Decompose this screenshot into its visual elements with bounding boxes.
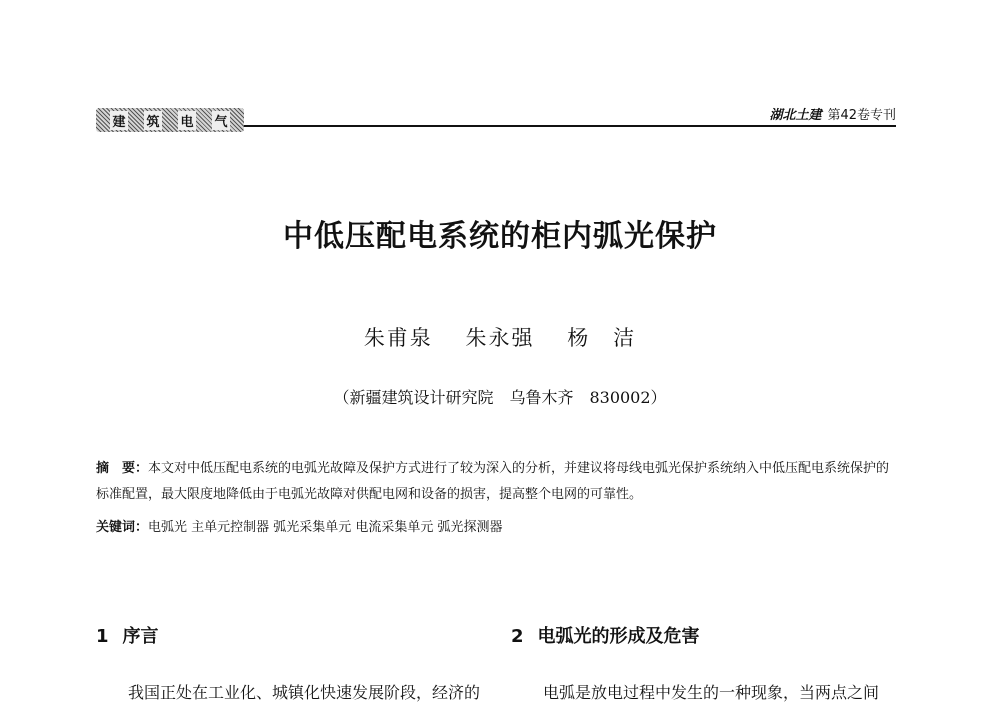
author: 朱甫泉 [363, 326, 433, 350]
section-badge [96, 108, 244, 132]
abstract-label: 摘 要： [96, 461, 149, 476]
section-title: 电弧光的形成及危害 [537, 626, 700, 647]
badge-char: 筑 [144, 111, 161, 130]
abstract [96, 456, 896, 508]
keywords-label: 关键词： [96, 520, 149, 535]
badge-char: 气 [212, 111, 229, 130]
column-left [96, 622, 481, 708]
section-body: 电弧是放电过程中发生的一种现象，当两点之间 [543, 683, 880, 702]
badge-char: 电 [178, 111, 195, 130]
journal-name: 湖北土建 [769, 108, 822, 123]
abstract-text: 本文对中低压配电系统的电弧光故障及保护方式进行了较为深入的分析，并建议将母线电弧光保护系统纳入中低压配电系统保护的标准配置，最大限度地降低由于电弧光故障对供配电网和设备的损害，提高整个电网的可靠性。 [96, 461, 890, 502]
author-list [0, 322, 1000, 352]
section-heading [511, 622, 896, 648]
journal-issue: 第42卷专刊 [827, 108, 896, 123]
section-number: 1 [96, 626, 109, 647]
column-right [511, 622, 896, 708]
badge-char: 建 [110, 111, 127, 130]
paper-title: 中低压配电系统的柜内弧光保护 [283, 219, 717, 254]
author: 朱永强 [465, 326, 535, 350]
section-title: 序言 [122, 626, 159, 647]
author: 杨 洁 [567, 326, 637, 350]
section-body: 我国正处在工业化、城镇化快速发展阶段，经济的 [128, 683, 481, 702]
keywords-text: 电弧光 主单元控制器 弧光采集单元 电流采集单元 弧光探测器 [148, 520, 503, 535]
affiliation: （新疆建筑设计研究院 乌鲁木齐 830002） [333, 388, 667, 407]
page-header [96, 104, 896, 136]
section-number: 2 [511, 626, 524, 647]
header-rule [244, 125, 896, 127]
journal-info [769, 104, 896, 123]
section-heading [96, 622, 481, 648]
keywords [96, 516, 896, 535]
